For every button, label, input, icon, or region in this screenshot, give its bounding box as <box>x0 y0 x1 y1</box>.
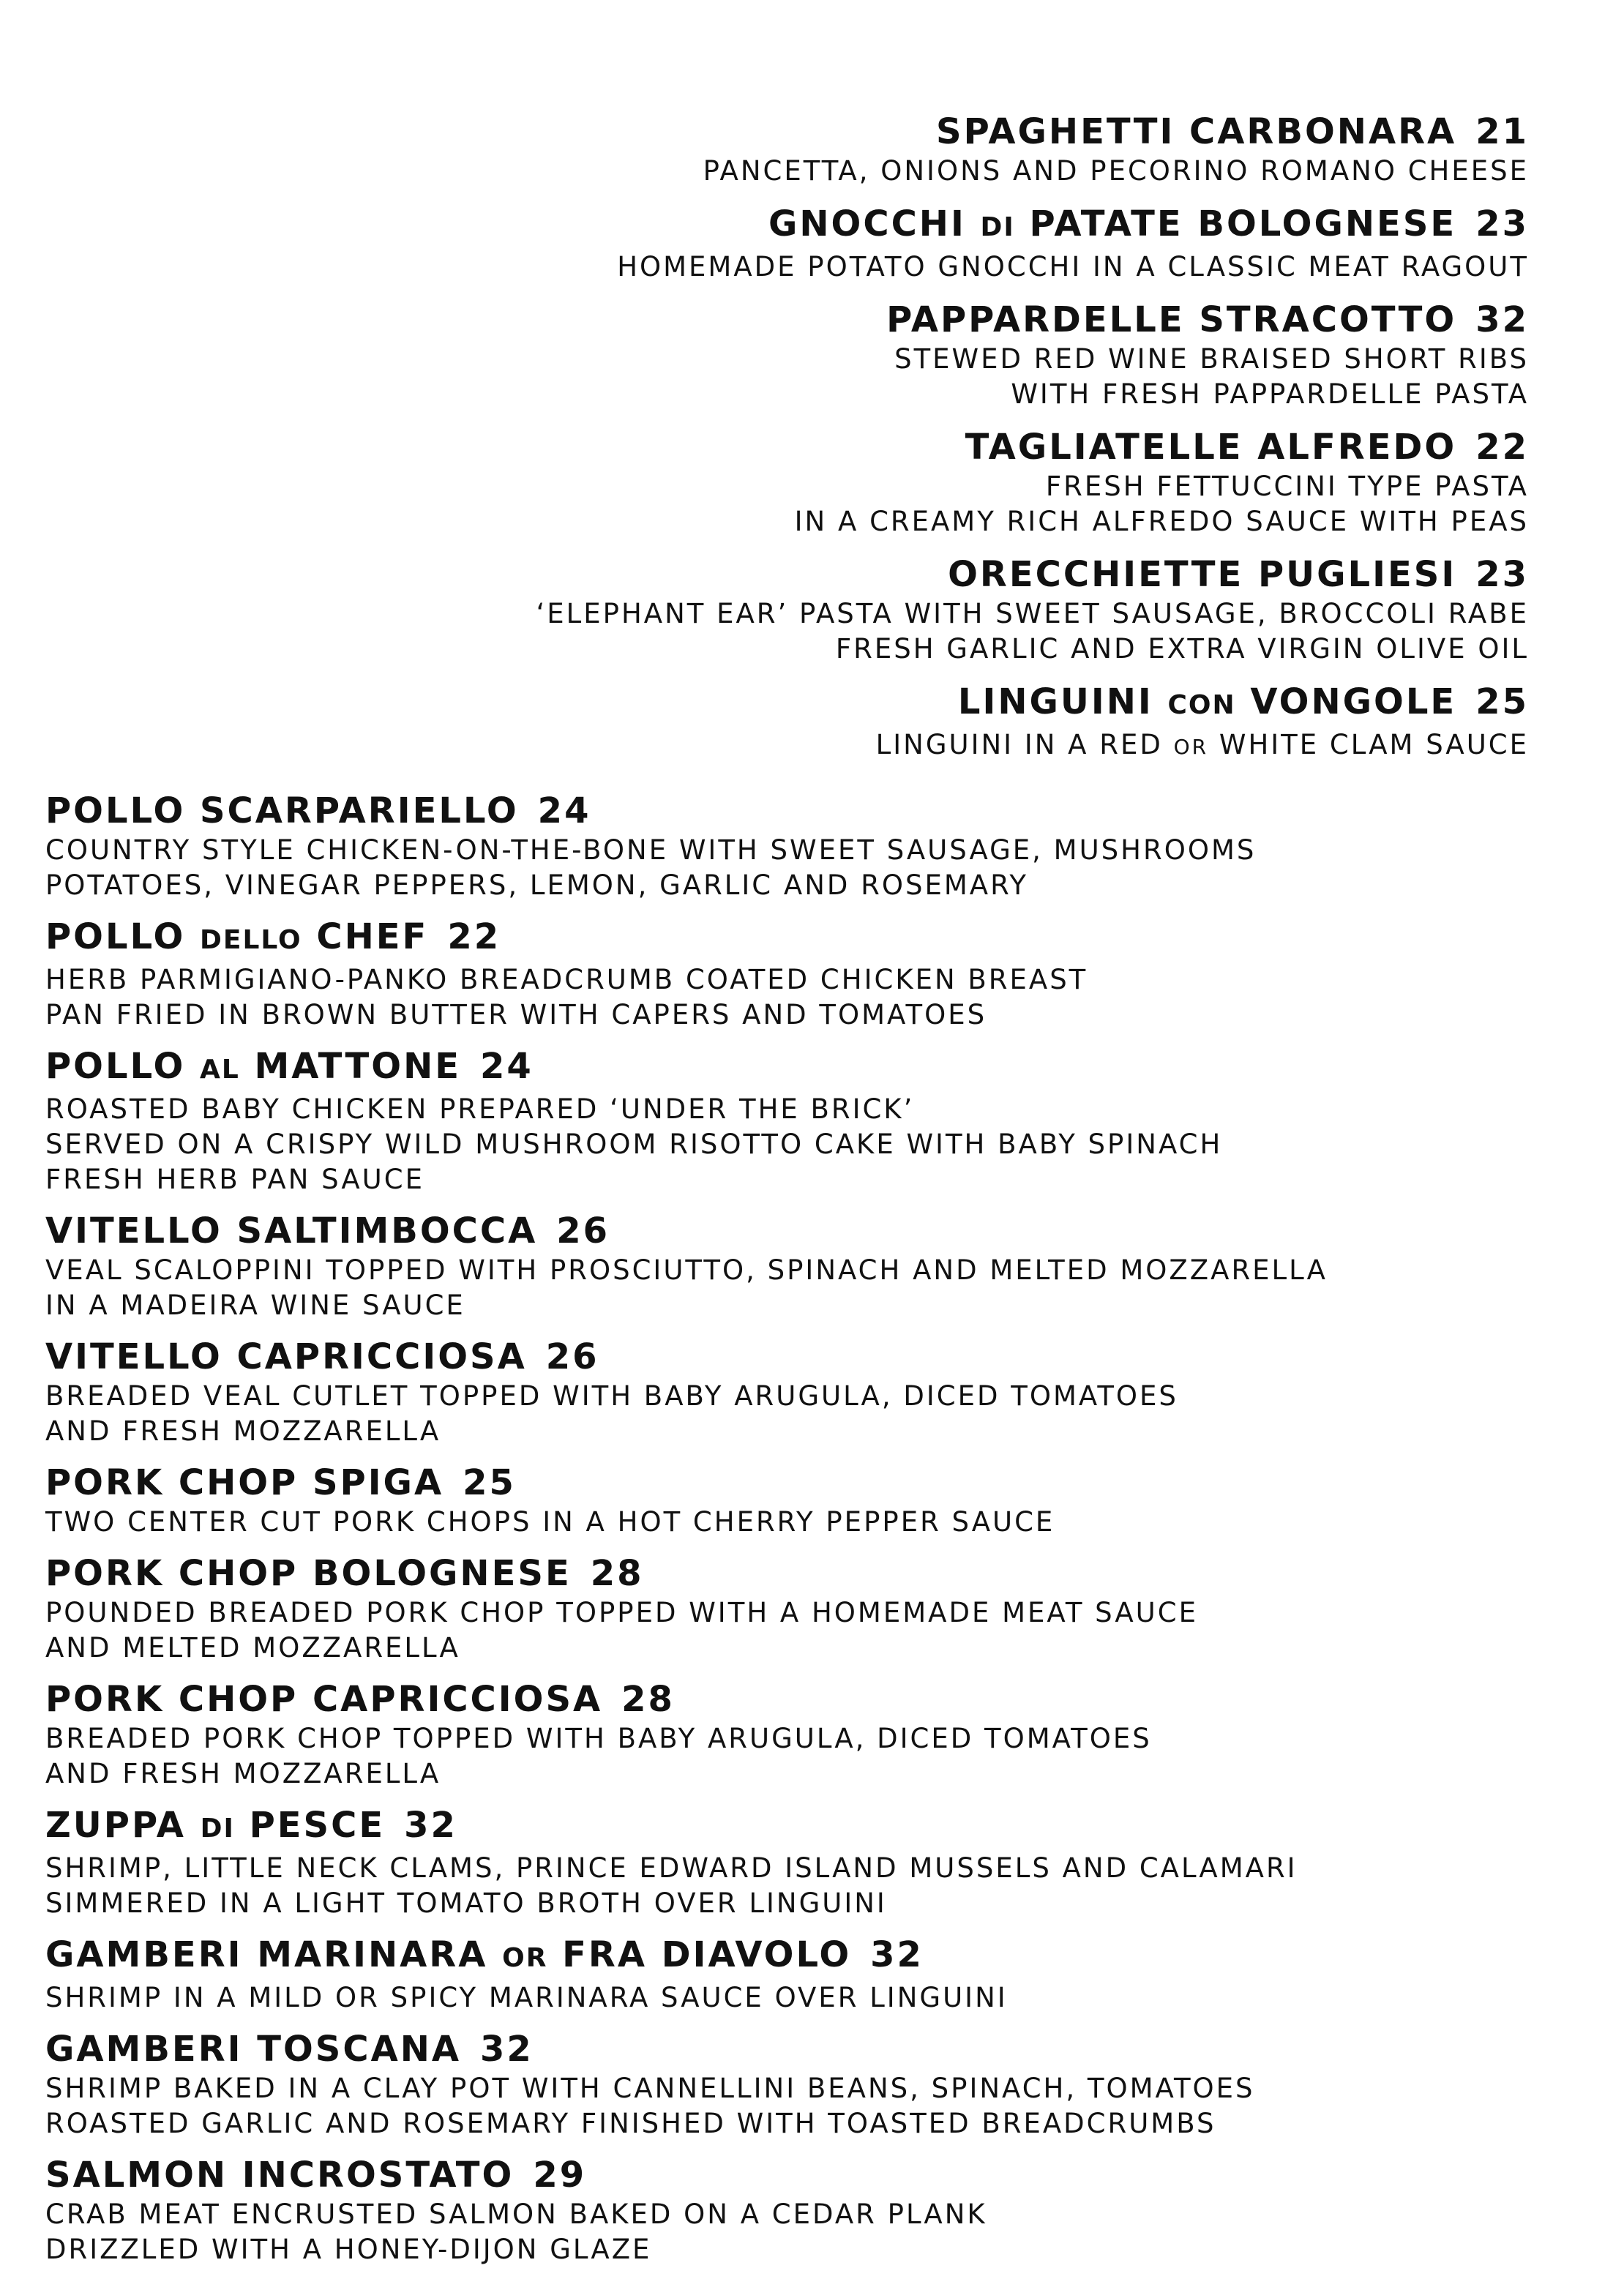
menu-item-price: 32 <box>870 1934 924 1975</box>
menu-item-price: 26 <box>545 1336 599 1377</box>
menu-item-description: FRESH FETTUCCINI TYPE PASTA <box>1045 471 1529 502</box>
menu-item <box>45 1933 1538 2016</box>
menu-item <box>45 1803 1538 1921</box>
menu-item-name <box>102 425 1529 469</box>
menu-item-price: 26 <box>556 1210 610 1251</box>
entrees-section <box>45 789 1538 2279</box>
menu-item <box>102 202 1529 285</box>
menu-item-name <box>45 1461 1538 1505</box>
menu-item-description: HOMEMADE POTATO GNOCCHI IN A CLASSIC MEAT RAGOUT <box>617 251 1529 282</box>
menu-item-price: 29 <box>533 2155 587 2196</box>
menu-item-name-part: GNOCCHI <box>768 203 981 244</box>
menu-item-name-part: POLLO <box>45 1046 200 1087</box>
menu-item <box>102 425 1529 539</box>
menu-item-name <box>45 915 1538 962</box>
menu-item <box>45 1335 1538 1449</box>
menu-item-price: 24 <box>537 790 591 831</box>
menu-item-description: TWO CENTER CUT PORK CHOPS IN A HOT CHERRY PEPPER SAUCE <box>45 1506 1055 1538</box>
menu-item-price: 25 <box>463 1462 516 1503</box>
menu-item <box>45 1552 1538 1666</box>
menu-item-name <box>102 553 1529 596</box>
menu-item-description: SHRIMP BAKED IN A CLAY POT WITH CANNELLINI BEANS, SPINACH, TOMATOES <box>45 2073 1255 2104</box>
menu-item-name-part: DI <box>200 1814 235 1844</box>
menu-item-description: HERB PARMIGIANO-PANKO BREADCRUMB COATED CHICKEN BREAST <box>45 964 1088 995</box>
menu-item <box>102 553 1529 667</box>
menu-item-description: COUNTRY STYLE CHICKEN-ON-THE-BONE WITH SWEET SAUSAGE, MUSHROOMS <box>45 834 1257 866</box>
menu-item-name <box>102 202 1529 250</box>
menu-item-description-part: LINGUINI IN A RED <box>875 729 1174 760</box>
menu-item-description: STEWED RED WINE BRAISED SHORT RIBS <box>894 343 1529 375</box>
menu-item-name-part: ORECCHIETTE PUGLIESI <box>948 554 1457 595</box>
menu-item-name-part: OR <box>502 1943 548 1973</box>
menu-item-price: 21 <box>1475 111 1529 152</box>
menu-item-name-part: MATTONE <box>239 1046 462 1087</box>
menu-item-description: FRESH GARLIC AND EXTRA VIRGIN OLIVE OIL <box>835 633 1529 665</box>
menu-item-name-part: VONGOLE <box>1235 681 1457 722</box>
menu-item-name-part: VITELLO SALTIMBOCCA <box>45 1210 538 1251</box>
menu-item-name-part: TAGLIATELLE ALFREDO <box>965 427 1457 468</box>
menu-item-price: 25 <box>1475 681 1529 722</box>
menu-item-description: PANCETTA, ONIONS AND PECORINO ROMANO CHEESE <box>703 155 1529 187</box>
menu-item-name-part: POLLO SCARPARIELLO <box>45 790 519 831</box>
menu-item-description: SERVED ON A CRISPY WILD MUSHROOM RISOTTO CAKE WITH BABY SPINACH <box>45 1129 1223 1160</box>
menu-item-name <box>45 2153 1538 2197</box>
menu-item-description-part: OR <box>1173 735 1209 759</box>
menu-item-description: DRIZZLED WITH A HONEY-DIJON GLAZE <box>45 2234 652 2265</box>
menu-item-description: VEAL SCALOPPINI TOPPED WITH PROSCIUTTO, SPINACH AND MELTED MOZZARELLA <box>45 1254 1328 1286</box>
menu-item-name-part: PATATE BOLOGNESE <box>1014 203 1457 244</box>
menu-item-name <box>45 1335 1538 1379</box>
menu-item-description: WITH FRESH PAPPARDELLE PASTA <box>1011 378 1529 410</box>
menu-item-name <box>45 1552 1538 1595</box>
menu-item-name-part: DI <box>980 212 1015 242</box>
menu-item-name-part: VITELLO CAPRICCIOSA <box>45 1336 527 1377</box>
menu-item <box>45 1044 1538 1197</box>
menu-item-price: 24 <box>480 1046 534 1087</box>
menu-item-name-part: CHEF <box>302 916 429 957</box>
menu-item-description: ROASTED GARLIC AND ROSEMARY FINISHED WITH TOASTED BREADCRUMBS <box>45 2108 1216 2139</box>
menu-item-price: 28 <box>621 1679 675 1720</box>
menu-item-description: POUNDED BREADED PORK CHOP TOPPED WITH A HOMEMADE MEAT SAUCE <box>45 1597 1198 1628</box>
menu-item-name-part: PAPPARDELLE STRACOTTO <box>886 299 1457 340</box>
menu-item-price: 32 <box>480 2029 534 2070</box>
menu-item-name <box>45 789 1538 833</box>
menu-item <box>45 1461 1538 1540</box>
menu-item <box>45 2027 1538 2141</box>
pasta-section <box>102 110 1529 778</box>
menu-item-name-part: GAMBERI TOSCANA <box>45 2029 462 2070</box>
menu-item <box>102 110 1529 189</box>
menu-item-name-part: PESCE <box>234 1805 386 1846</box>
menu-item-description: ROASTED BABY CHICKEN PREPARED ‘UNDER THE BRICK’ <box>45 1093 915 1125</box>
menu-item-price: 32 <box>1475 299 1529 340</box>
menu-item <box>45 915 1538 1033</box>
menu-item-description <box>102 727 1529 765</box>
menu-item <box>45 1209 1538 1323</box>
menu-item <box>45 2153 1538 2267</box>
menu-item-name <box>45 1933 1538 1980</box>
menu-item-description: CRAB MEAT ENCRUSTED SALMON BAKED ON A CEDAR PLANK <box>45 2198 987 2230</box>
menu-item-description: BREADED PORK CHOP TOPPED WITH BABY ARUGULA, DICED TOMATOES <box>45 1723 1152 1754</box>
menu-item-price: 23 <box>1475 203 1529 244</box>
menu-item-name-part: POLLO <box>45 916 200 957</box>
menu-item-name-part: SPAGHETTI CARBONARA <box>936 111 1457 152</box>
menu-item-name <box>102 680 1529 727</box>
menu-item-name-part: PORK CHOP CAPRICCIOSA <box>45 1679 603 1720</box>
menu-item-name <box>102 298 1529 342</box>
menu-item-name-part: CON <box>1167 690 1236 720</box>
menu-item-name <box>45 1209 1538 1253</box>
menu-item-name <box>45 1803 1538 1851</box>
menu-item-price: 22 <box>447 916 501 957</box>
menu-item-price: 28 <box>590 1553 644 1594</box>
menu-item-name-part: FRA DIAVOLO <box>547 1934 852 1975</box>
menu-item-price: 23 <box>1475 554 1529 595</box>
menu-item-description: SHRIMP IN A MILD OR SPICY MARINARA SAUCE OVER LINGUINI <box>45 1982 1008 2013</box>
menu-item-description: SHRIMP, LITTLE NECK CLAMS, PRINCE EDWARD ISLAND MUSSELS AND CALAMARI <box>45 1852 1298 1884</box>
menu-item-price: 22 <box>1475 427 1529 468</box>
menu-item-name <box>45 1677 1538 1721</box>
menu-item <box>45 1677 1538 1792</box>
menu-item-name-part: ZUPPA <box>45 1805 201 1846</box>
menu-item-description: FRESH HERB PAN SAUCE <box>45 1164 424 1195</box>
menu-item-description: AND MELTED MOZZARELLA <box>45 1632 460 1664</box>
menu-item-description: IN A CREAMY RICH ALFREDO SAUCE WITH PEAS <box>794 506 1529 537</box>
menu-item-name-part: GAMBERI MARINARA <box>45 1934 503 1975</box>
menu-item-name-part: AL <box>199 1055 240 1085</box>
menu-item-description: POTATOES, VINEGAR PEPPERS, LEMON, GARLIC AND ROSEMARY <box>45 869 1029 901</box>
menu-item-description: ‘ELEPHANT EAR’ PASTA WITH SWEET SAUSAGE, BROCCOLI RABE <box>536 598 1529 629</box>
menu-item-description: BREADED VEAL CUTLET TOPPED WITH BABY ARUGULA, DICED TOMATOES <box>45 1380 1178 1412</box>
menu-item-description: AND FRESH MOZZARELLA <box>45 1758 441 1789</box>
menu-item-name-part: DELLO <box>199 925 302 955</box>
menu-item-name-part: LINGUINI <box>957 681 1168 722</box>
menu-item-price: 32 <box>404 1805 457 1846</box>
menu-item-description: AND FRESH MOZZARELLA <box>45 1415 441 1447</box>
menu-item-description: PAN FRIED IN BROWN BUTTER WITH CAPERS AND TOMATOES <box>45 999 987 1030</box>
menu-item <box>102 298 1529 412</box>
menu-item <box>102 680 1529 765</box>
menu-item-name <box>102 110 1529 154</box>
menu-item <box>45 789 1538 903</box>
menu-item-description-part: WHITE CLAM SAUCE <box>1208 729 1529 760</box>
menu-item-name <box>45 2027 1538 2071</box>
menu-item-description: SIMMERED IN A LIGHT TOMATO BROTH OVER LINGUINI <box>45 1887 887 1919</box>
menu-item-name <box>45 1044 1538 1092</box>
menu-item-description: IN A MADEIRA WINE SAUCE <box>45 1290 465 1321</box>
menu-item-name-part: SALMON INCROSTATO <box>45 2155 514 2196</box>
menu-item-name-part: PORK CHOP SPIGA <box>45 1462 444 1503</box>
menu-item-name-part: PORK CHOP BOLOGNESE <box>45 1553 572 1594</box>
